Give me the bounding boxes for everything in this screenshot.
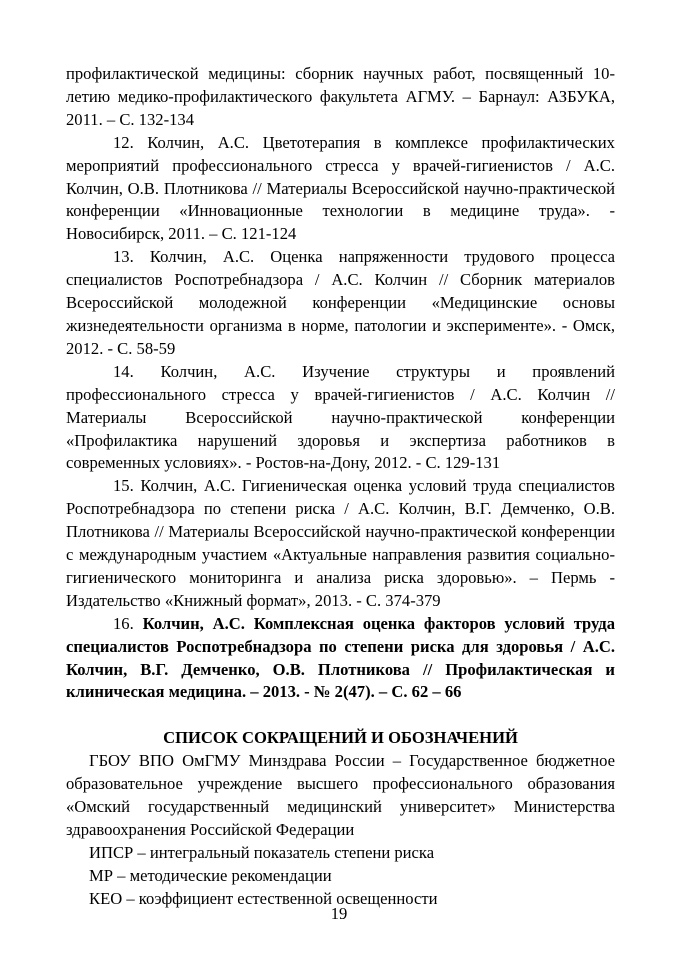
reference-text-bold: Колчин, А.С. Комплексная оценка факторов условий труда специалистов Роспотребнадзора по степени риска для здоровья / А.С. Колчин, В.Г. Демченко, О.В. Плотникова // Профилактическая и клиническая медицина. – 2013. - № 2(47). – С. 62 – 66	[66, 613, 616, 702]
reference-number: 15.	[113, 476, 134, 496]
reference-16	[66, 613, 615, 705]
reference-text: Колчин, А.С. Цветотерапия в комплексе профилактических мероприятий профессионального стресса у врачей-гигиенистов / А.С. Колчин, О.В. Плотникова // Материалы Всероссийской научно-практической конференции «Инновационные технологии в медицине труда». - Новосибирск, 2011. – С. 121-124	[66, 132, 615, 244]
abbreviation-ipsr: ИПСР – интегральный показатель степени риска	[89, 842, 435, 862]
abbreviation-ombsmu: ГБОУ ВПО ОмГМУ Минздрава России – Государственное бюджетное образовательное учреждение высшего профессионального образования «Омский государственный медицинский университет» Министерства здравоохранения Российской Федерации	[66, 751, 615, 839]
reference-text: Колчин, А.С. Изучение структуры и проявлений профессионального стресса у врачей-гигиенистов / А.С. Колчин // Материалы Всероссийской научно-практической конференции «Профилактика нарушений здоровья и экспертиза работников в современных условиях». - Ростов-на-Дону, 2012. - С. 129-131	[66, 361, 616, 473]
reference-number: 13.	[113, 247, 134, 267]
reference-12	[66, 132, 615, 247]
reference-13	[66, 246, 615, 361]
document-page	[66, 63, 615, 911]
reference-14	[66, 361, 615, 476]
reference-number: 16.	[113, 613, 134, 633]
reference-text: Колчин, А.С. Оценка напряженности трудового процесса специалистов Роспотребнадзора / А.С. Колчин // Сборник материалов Всероссийской молодежной конференции «Медицинские основы жизнедеятельности организма в норме, патологии и эксперименте». - Омск, 2012. - С. 58-59	[66, 247, 615, 358]
reference-15	[66, 475, 615, 612]
abbreviation-mr: МР – методические рекомендации	[89, 865, 332, 885]
abbreviation-keo: КЕО – коэффициент естественной освещенности	[89, 888, 438, 908]
page-number: 19	[330, 904, 348, 923]
reference-text: Колчин, А.С. Гигиеническая оценка условий труда специалистов Роспотребнадзора по степени риска / А.С. Колчин, В.Г. Демченко, О.В. Плотникова // Материалы Всероссийской научно-практической конференции с международным участием «Актуальные направления развития социально-гигиенического мониторинга и анализа риска здоровью». – Пермь - Издательство «Книжный формат», 2013. - С. 374-379	[66, 476, 615, 610]
reference-number: 12.	[113, 132, 134, 152]
reference-number: 14.	[113, 361, 134, 381]
reference-11-continuation: профилактической медицины: сборник научных работ, посвященный 10-летию медико-профилактического факультета АГМУ. – Барнаул: АЗБУКА, 2011. – С. 132-134	[66, 64, 615, 129]
abbreviations-heading: СПИСОК СОКРАЩЕНИЙ И ОБОЗНАЧЕНИЙ	[163, 728, 518, 748]
